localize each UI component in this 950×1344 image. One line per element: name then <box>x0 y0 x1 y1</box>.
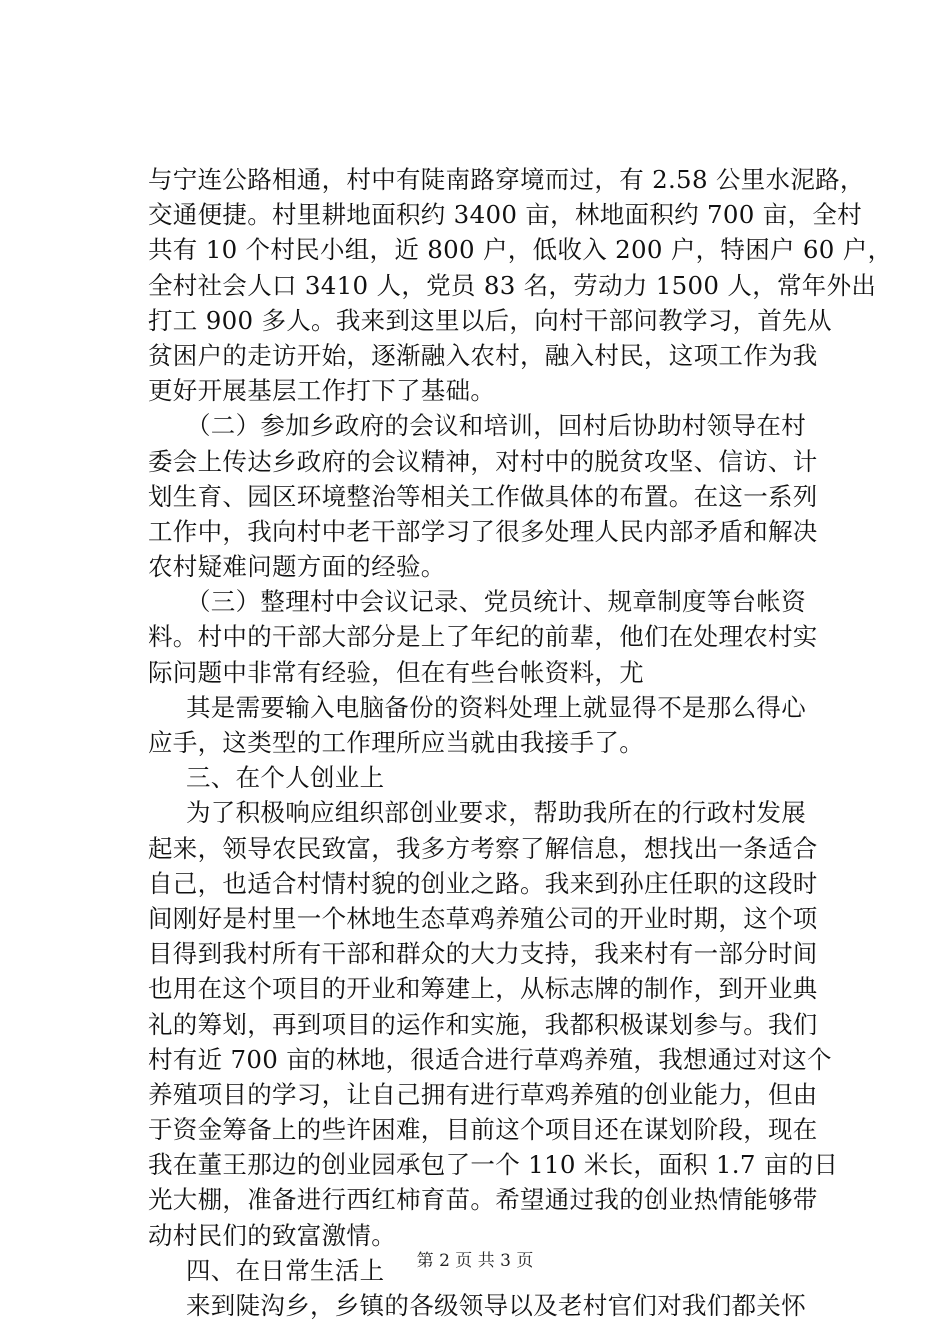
text-line: 目得到我村所有干部和群众的大力支持，我来村有一部分时间 <box>148 939 818 969</box>
text-line: 礼的筹划，再到项目的运作和实施，我都积极谋划参与。我们 <box>148 1009 818 1039</box>
paragraph-3-start: （三）整理村中会议记录、党员统计、规章制度等台帐资 <box>186 587 806 617</box>
text-line: 村有近 700 亩的林地，很适合进行草鸡养殖，我想通过对这个 <box>148 1044 832 1074</box>
section-heading-4: 四、在日常生活上 <box>186 1255 385 1285</box>
text-line: 养殖项目的学习，让自己拥有进行草鸡养殖的创业能力，但由 <box>148 1079 818 1109</box>
text-line: 更好开展基层工作打下了基础。 <box>148 376 496 406</box>
text-line: 共有 10 个村民小组，近 800 户，低收入 200 户，特困户 60 户， <box>148 235 893 265</box>
text-line: 我在董王那边的创业园承包了一个 110 米长，面积 1.7 亩的日 <box>148 1150 839 1180</box>
text-line: 委会上传达乡政府的会议精神，对村中的脱贫攻坚、信访、计 <box>148 446 818 476</box>
paragraph-4-start: 为了积极响应组织部创业要求，帮助我所在的行政村发展 <box>186 798 806 828</box>
page-number-footer: 第 2 页 共 3 页 <box>416 1251 534 1271</box>
document-body <box>148 162 893 1323</box>
text-line: 料。村中的干部大部分是上了年纪的前辈，他们在处理农村实 <box>148 622 818 652</box>
text-line: 动村民们的致富激情。 <box>148 1220 396 1250</box>
text-line: 全村社会人口 3410 人，党员 83 名，劳动力 1500 人，常年外出 <box>148 270 877 300</box>
text-line: 起来，领导农民致富，我多方考察了解信息，想找出一条适合 <box>148 833 818 863</box>
paragraph-5-start: 来到陡沟乡，乡镇的各级领导以及老村官们对我们都关怀 <box>186 1291 806 1320</box>
paragraph-2-start: （二）参加乡政府的会议和培训，回村后协助村领导在村 <box>186 411 806 441</box>
text-line: 划生育、园区环境整治等相关工作做具体的布置。在这一系列 <box>148 481 818 511</box>
text-line: 间刚好是村里一个林地生态草鸡养殖公司的开业时期，这个项 <box>148 903 818 933</box>
text-line: 交通便捷。村里耕地面积约 3400 亩，林地面积约 700 亩，全村 <box>148 200 862 230</box>
text-line: 农村疑难问题方面的经验。 <box>148 552 446 582</box>
text-line: 工作中，我向村中老干部学习了很多处理人民内部矛盾和解决 <box>148 516 818 546</box>
text-line: 应手，这类型的工作理所应当就由我接手了。 <box>148 728 644 757</box>
text-line: 于资金筹备上的些许困难，目前这个项目还在谋划阶段，现在 <box>148 1115 818 1145</box>
text-line: 打工 900 多人。我来到这里以后，向村干部问教学习，首先从 <box>148 305 832 335</box>
text-line: 也用在这个项目的开业和筹建上，从标志牌的制作，到开业典 <box>148 974 818 1004</box>
section-heading-3: 三、在个人创业上 <box>186 763 385 793</box>
text-line: 光大棚，准备进行西红柿育苗。希望通过我的创业热情能够带 <box>148 1185 818 1215</box>
text-line: 际问题中非常有经验，但在有些台帐资料，尤 <box>148 657 644 687</box>
text-line: 自己，也适合村情村貌的创业之路。我来到孙庄任职的这段时 <box>148 868 818 898</box>
paragraph-continued: 其是需要输入电脑备份的资料处理上就显得不是那么得心 <box>186 692 806 722</box>
text-line: 与宁连公路相通，村中有陡南路穿境而过，有 2.58 公里水泥路， <box>148 165 865 194</box>
text-line: 贫困户的走访开始，逐渐融入农村，融入村民，这项工作为我 <box>148 340 818 370</box>
